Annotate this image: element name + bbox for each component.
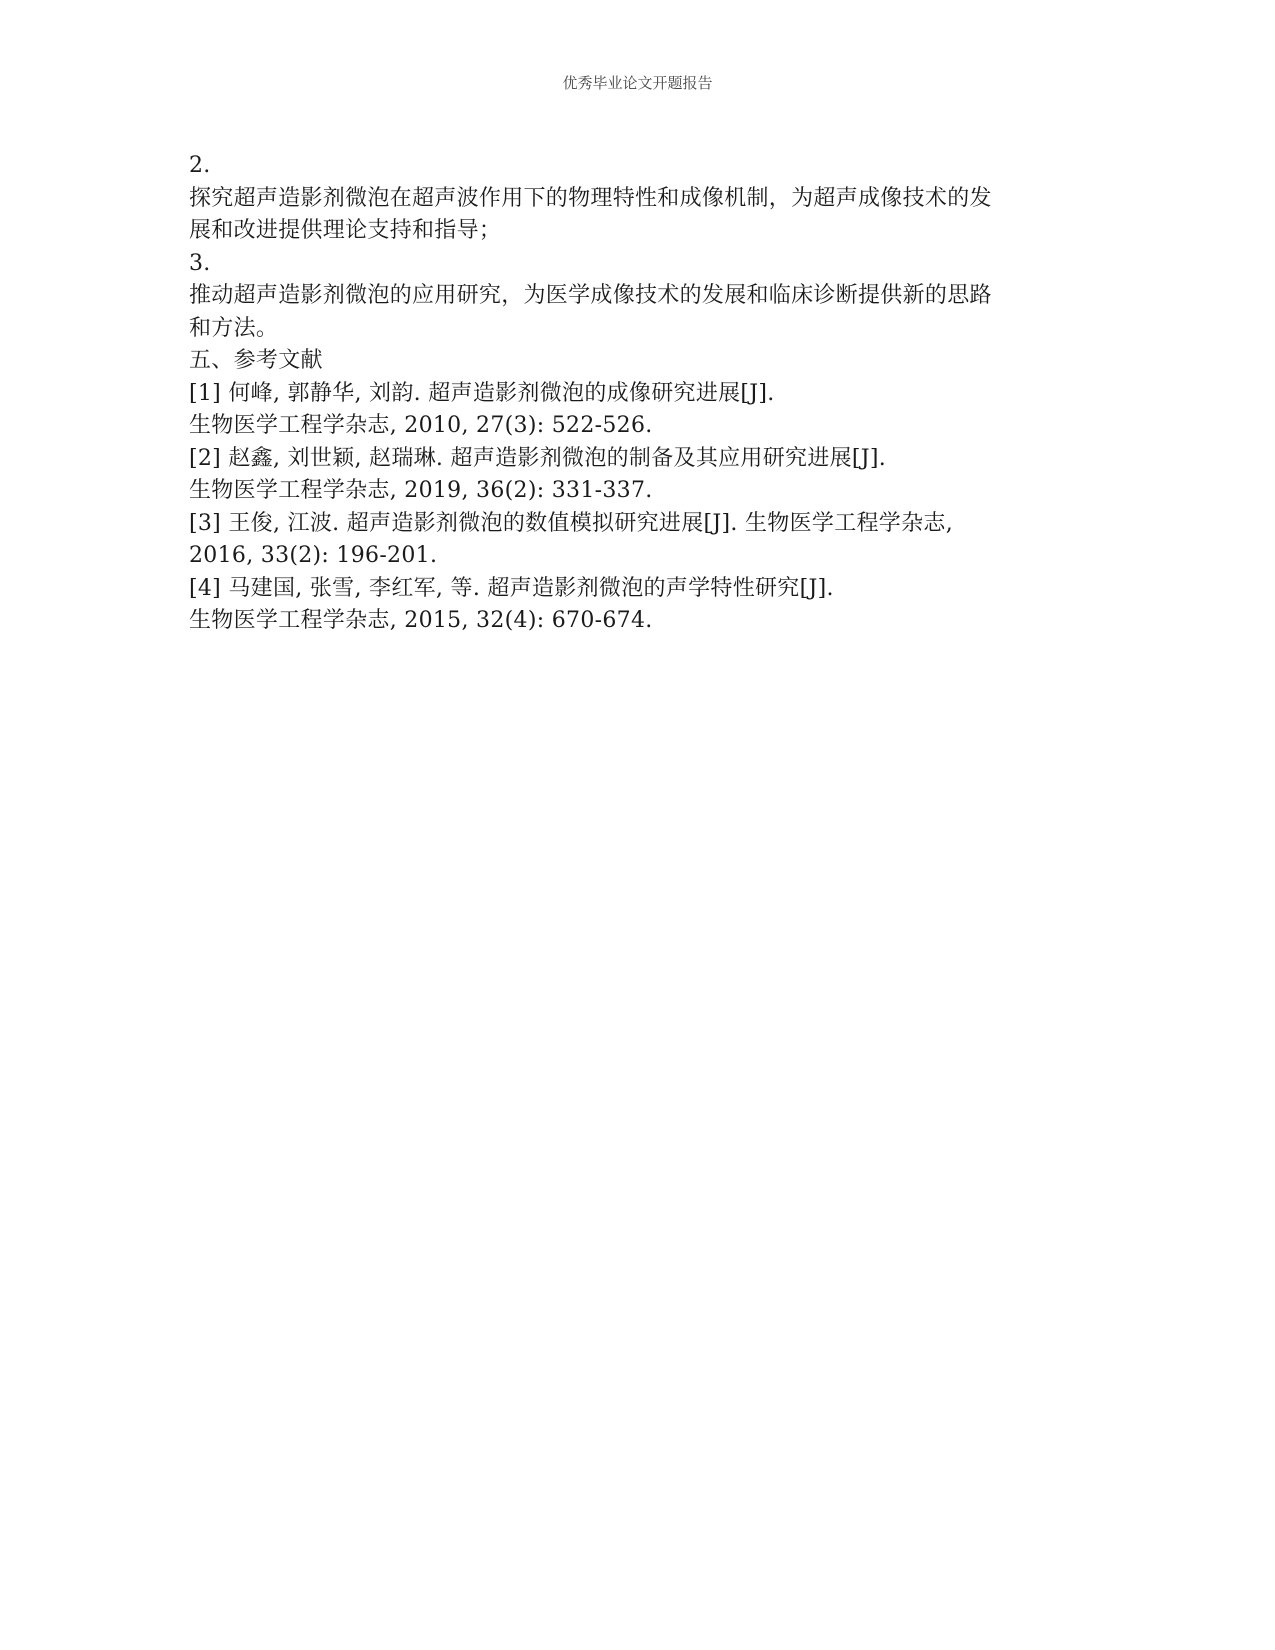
- paragraph-line: 探究超声造影剂微泡在超声波作用下的物理特性和成像机制，为超声成像技术的发: [189, 185, 992, 211]
- paragraph-line: 展和改进提供理论支持和指导；: [189, 218, 502, 243]
- reference-line: 生物医学工程学杂志, 2015, 32(4): 670-674.: [189, 608, 653, 633]
- page-header: 优秀毕业论文开题报告: [562, 74, 713, 92]
- list-item-number: 2.: [189, 153, 211, 178]
- reference-line: [1] 何峰, 郭静华, 刘韵. 超声造影剂微泡的成像研究进展[J].: [189, 380, 775, 406]
- section-heading: 五、参考文献: [189, 348, 323, 373]
- reference-line: 2016, 33(2): 196-201.: [189, 543, 438, 568]
- reference-line: 生物医学工程学杂志, 2019, 36(2): 331-337.: [189, 478, 653, 503]
- paragraph-line: 推动超声造影剂微泡的应用研究，为医学成像技术的发展和临床诊断提供新的思路: [189, 283, 992, 308]
- list-item-number: 3.: [189, 250, 211, 276]
- reference-line: [3] 王俊, 江波. 超声造影剂微泡的数值模拟研究进展[J]. 生物医学工程学杂志,: [189, 510, 953, 536]
- document-body: [189, 150, 1094, 638]
- reference-line: 生物医学工程学杂志, 2010, 27(3): 522-526.: [189, 413, 653, 438]
- paragraph-line: 和方法。: [189, 315, 279, 341]
- reference-line: [2] 赵鑫, 刘世颖, 赵瑞琳. 超声造影剂微泡的制备及其应用研究进展[J].: [189, 445, 887, 471]
- reference-line: [4] 马建国, 张雪, 李红军, 等. 超声造影剂微泡的声学特性研究[J].: [189, 575, 834, 601]
